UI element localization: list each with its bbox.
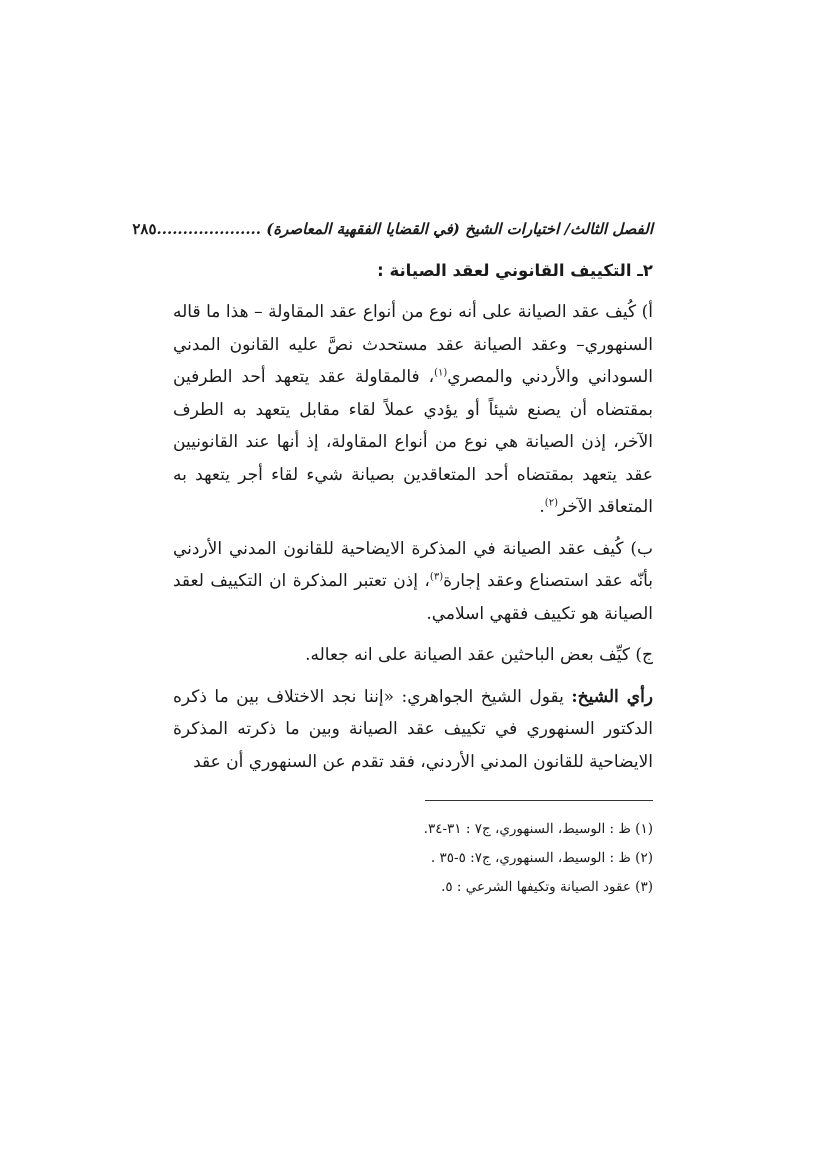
paragraph-c: ج) كيِّف بعض الباحثين عقد الصيانة على انه جعاله. bbox=[305, 645, 653, 665]
chapter-title: الفصل الثالث/ اختيارات الشيخ (في القضايا الفقهية المعاصرة) .................... bbox=[156, 220, 653, 238]
paragraph-opinion bbox=[173, 681, 653, 779]
footnote-ref-3: (٣) bbox=[429, 571, 444, 583]
section-heading: ٢ـ التكييف القانوني لعقد الصيانة : bbox=[377, 261, 653, 280]
page-number: ٢٨٥ bbox=[132, 220, 157, 238]
paragraph-b-text-1: ب) كُيف عقد الصيانة في المذكرة الايضاحية للقانون المدني الأردني بأنّه عقد استصناع وعقد إجارة bbox=[173, 538, 653, 591]
paragraph-a-text-1: أ) كُيف عقد الصيانة على أنه نوع من أنواع عقد المقاولة – هذا ما قاله السنهوري– وعقد الصيانة عقد مستحدث نصَّ عليه القانون المدني السوداني والأردني والمصري bbox=[173, 302, 654, 387]
opinion-lead: رأي الشيخ: bbox=[571, 686, 654, 707]
paragraph-b bbox=[173, 533, 653, 631]
footnote-ref-2: (٢) bbox=[544, 497, 558, 509]
paragraph-a bbox=[173, 296, 653, 524]
paragraph-b-text-2: ، إذن تعتبر المذكرة ان التكييف لعقد الصيانة هو تكييف فقهي اسلامي. bbox=[173, 571, 653, 624]
running-header bbox=[132, 214, 653, 244]
paragraph-a-text-2: ، فالمقاولة عقد يتعهد أحد الطرفين بمقتضاه أن يصنع شيئاً أو يؤدي عملاً لقاء مقابل يتعهد به الطرف الآخر، إذن الصيانة هي نوع من أنواع المقاولة، إذ أنها عند القانونيين عقد يتعهد بمقتضاه أحد المتعاقدين بصيانة شيء لقاء أجر يتعهد به المتعاقد الآخر bbox=[173, 367, 653, 517]
footnote-1: (١) ظ : الوسيط، السنهوري، ج٧ : ٣١-٣٤. bbox=[423, 821, 653, 837]
footnote-3: (٣) عقود الصيانة وتكيفها الشرعي : ٥. bbox=[441, 879, 653, 895]
main-content bbox=[173, 254, 653, 787]
footnote-ref-1: (١) bbox=[434, 367, 448, 379]
footnotes bbox=[173, 815, 653, 902]
opinion-text: يقول الشيخ الجواهري: «إننا نجد الاختلاف بين ما ذكره الدكتور السنهوري في تكييف عقد الصيانة وبين ما ذكرته المذكرة الايضاحية للقانون المدني الأردني، فقد تقدم عن السنهوري أن عقد bbox=[173, 686, 653, 772]
footnote-divider bbox=[425, 800, 653, 801]
paragraph-a-text-3: . bbox=[539, 497, 545, 517]
footnote-2: (٢) ظ : الوسيط، السنهوري، ج٧: ٥-٣٥ . bbox=[430, 850, 653, 866]
